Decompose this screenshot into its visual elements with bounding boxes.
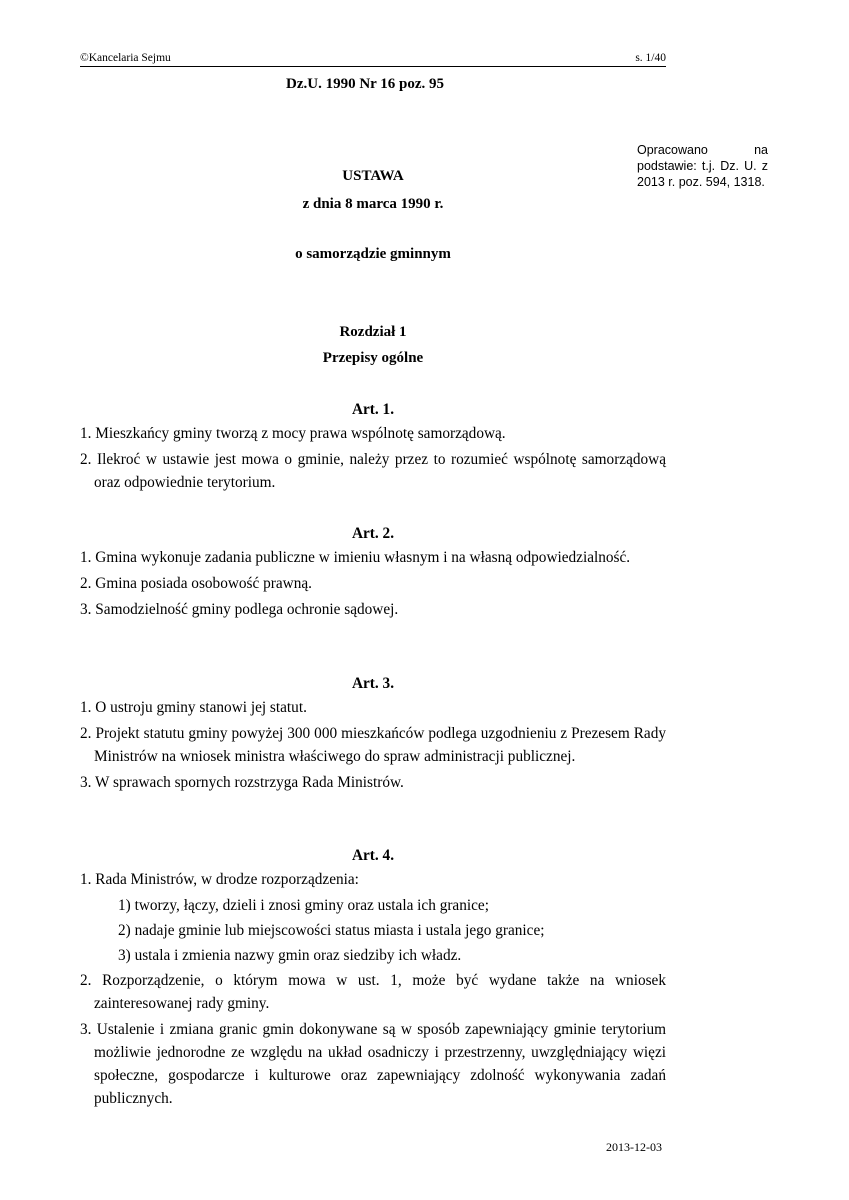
page-number: s. 1/40 [635,52,666,64]
act-type: USTAWA [342,168,404,184]
page-header [80,52,666,67]
list-item: 3) ustala i zmienia nazwy gmin oraz siedziby ich władz. [118,947,462,964]
paragraph: 2. Gmina posiada osobowość prawną. [80,575,312,592]
source-note: Opracowano na podstawie: t.j. Dz. U. z 2013 r. poz. 594, 1318. [637,143,768,189]
paragraph: 1. Rada Ministrów, w drodze rozporządzenia: [80,871,359,888]
paragraph: 1. O ustroju gminy stanowi jej statut. [80,699,307,716]
chapter-name: Przepisy ogólne [322,350,424,366]
paragraph: 1. Gmina wykonuje zadania publiczne w imieniu własnym i na własną odpowiedzialność. [80,549,631,566]
article-title: Art. 4. [351,847,395,864]
paragraph: 3. Samodzielność gminy podlega ochronie sądowej. [80,601,399,618]
article-4 [80,844,666,1113]
list-item: 2) nadaje gminie lub miejscowości status miasta i ustala jego granice; [118,922,545,939]
paragraph: 2. Ilekroć w ustawie jest mowa o gminie, należy przez to rozumieć wspólnotę samorządową oraz odpowiednie terytorium. [80,451,666,491]
article-title: Art. 2. [351,525,395,542]
publisher-label: ©Kancelaria Sejmu [80,52,171,64]
act-date: z dnia 8 marca 1990 r. [302,196,444,212]
footer-date: 2013-12-03 [606,1140,662,1154]
list-item: 1) tworzy, łączy, dzieli i znosi gminy oraz ustala ich granice; [118,897,489,914]
article-title: Art. 1. [351,401,395,418]
paragraph: 2. Rozporządzenie, o którym mowa w ust. 1, może być wydane także na wniosek zainteresowanej rady gminy. [80,972,666,1012]
article-title: Art. 3. [351,675,395,692]
paragraph: 3. W sprawach spornych rozstrzyga Rada Ministrów. [80,774,404,791]
article-3 [80,672,666,797]
paragraph: 1. Mieszkańcy gminy tworzą z mocy prawa wspólnotę samorządową. [80,425,506,442]
paragraph: 3. Ustalenie i zmiana granic gmin dokonywane są w sposób zapewniający gminie terytorium możliwie jednorodne ze względu na układ osadniczy i przestrzenny, uwzględniający więzi społeczne, gospodarcze i kulturowe oraz zapewniający zdolność wykonywania zadań publicznych. [80,1021,666,1107]
chapter-number: Rozdział 1 [339,324,407,340]
journal-citation: Dz.U. 1990 Nr 16 poz. 95 [286,76,445,92]
article-1 [80,398,666,497]
act-subject: o samorządzie gminnym [295,246,451,262]
article-2 [80,522,666,624]
paragraph: 2. Projekt statutu gminy powyżej 300 000 mieszkańców podlega uzgodnieniu z Prezesem Rady Ministrów na wniosek ministra właściwego do spraw administracji publicznej. [80,725,666,765]
